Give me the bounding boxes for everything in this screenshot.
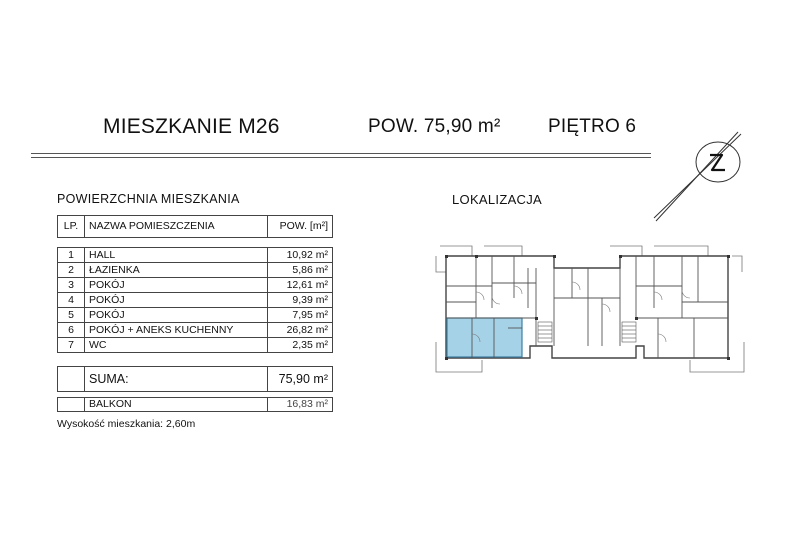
highlighted-apartment — [447, 318, 522, 357]
column-header-area: POW. [m²] — [268, 216, 333, 238]
table-row — [58, 263, 333, 278]
sum-row — [57, 366, 333, 392]
table-row — [58, 323, 333, 338]
room-number: 4 — [58, 293, 85, 308]
location-title: LOKALIZACJA — [452, 192, 542, 207]
apartment-floor: PIĘTRO 6 — [548, 116, 637, 137]
room-name: POKÓJ — [85, 293, 268, 308]
column-header-name: NAZWA POMIESZCZENIA — [85, 216, 268, 238]
sum-value: 75,90 m² — [278, 372, 328, 386]
room-number: 6 — [58, 323, 85, 338]
area-section-title: POWIERZCHNIA MIESZKANIA — [57, 192, 240, 206]
floor-plan-diagram — [432, 238, 747, 376]
room-name: WC — [85, 338, 268, 353]
table-row — [58, 278, 333, 293]
header-divider-top — [31, 153, 651, 154]
table-header-row — [58, 216, 333, 238]
table-row — [58, 338, 333, 353]
balcony-value: 16,83 m² — [286, 398, 328, 410]
table-row — [58, 248, 333, 263]
balcony-label: BALKON — [85, 398, 268, 411]
room-number: 3 — [58, 278, 85, 293]
room-area: 26,82 m² — [268, 323, 333, 338]
apartment-area: POW. 75,90 m² — [368, 116, 501, 137]
north-arrow-icon — [650, 125, 750, 225]
rooms-table — [57, 215, 333, 353]
room-area: 10,92 m² — [268, 248, 333, 263]
balcony-row — [57, 397, 333, 412]
table-row — [58, 308, 333, 323]
column-header-lp: LP. — [58, 216, 85, 238]
room-number: 2 — [58, 263, 85, 278]
room-number: 7 — [58, 338, 85, 353]
room-area: 5,86 m² — [268, 263, 333, 278]
room-number: 1 — [58, 248, 85, 263]
room-area: 7,95 m² — [268, 308, 333, 323]
table-row — [58, 293, 333, 308]
room-area: 12,61 m² — [268, 278, 333, 293]
room-number: 5 — [58, 308, 85, 323]
room-name: POKÓJ + ANEKS KUCHENNY — [85, 323, 268, 338]
height-note: Wysokość mieszkania: 2,60m — [57, 418, 196, 430]
room-name: POKÓJ — [85, 278, 268, 293]
room-name: HALL — [85, 248, 268, 263]
sum-label: SUMA: — [85, 367, 268, 391]
room-area: 9,39 m² — [268, 293, 333, 308]
header-divider-bottom — [31, 157, 651, 158]
apartment-title: MIESZKANIE M26 — [103, 115, 280, 138]
room-name: ŁAZIENKA — [85, 263, 268, 278]
room-name: POKÓJ — [85, 308, 268, 323]
room-area: 2,35 m² — [268, 338, 333, 353]
